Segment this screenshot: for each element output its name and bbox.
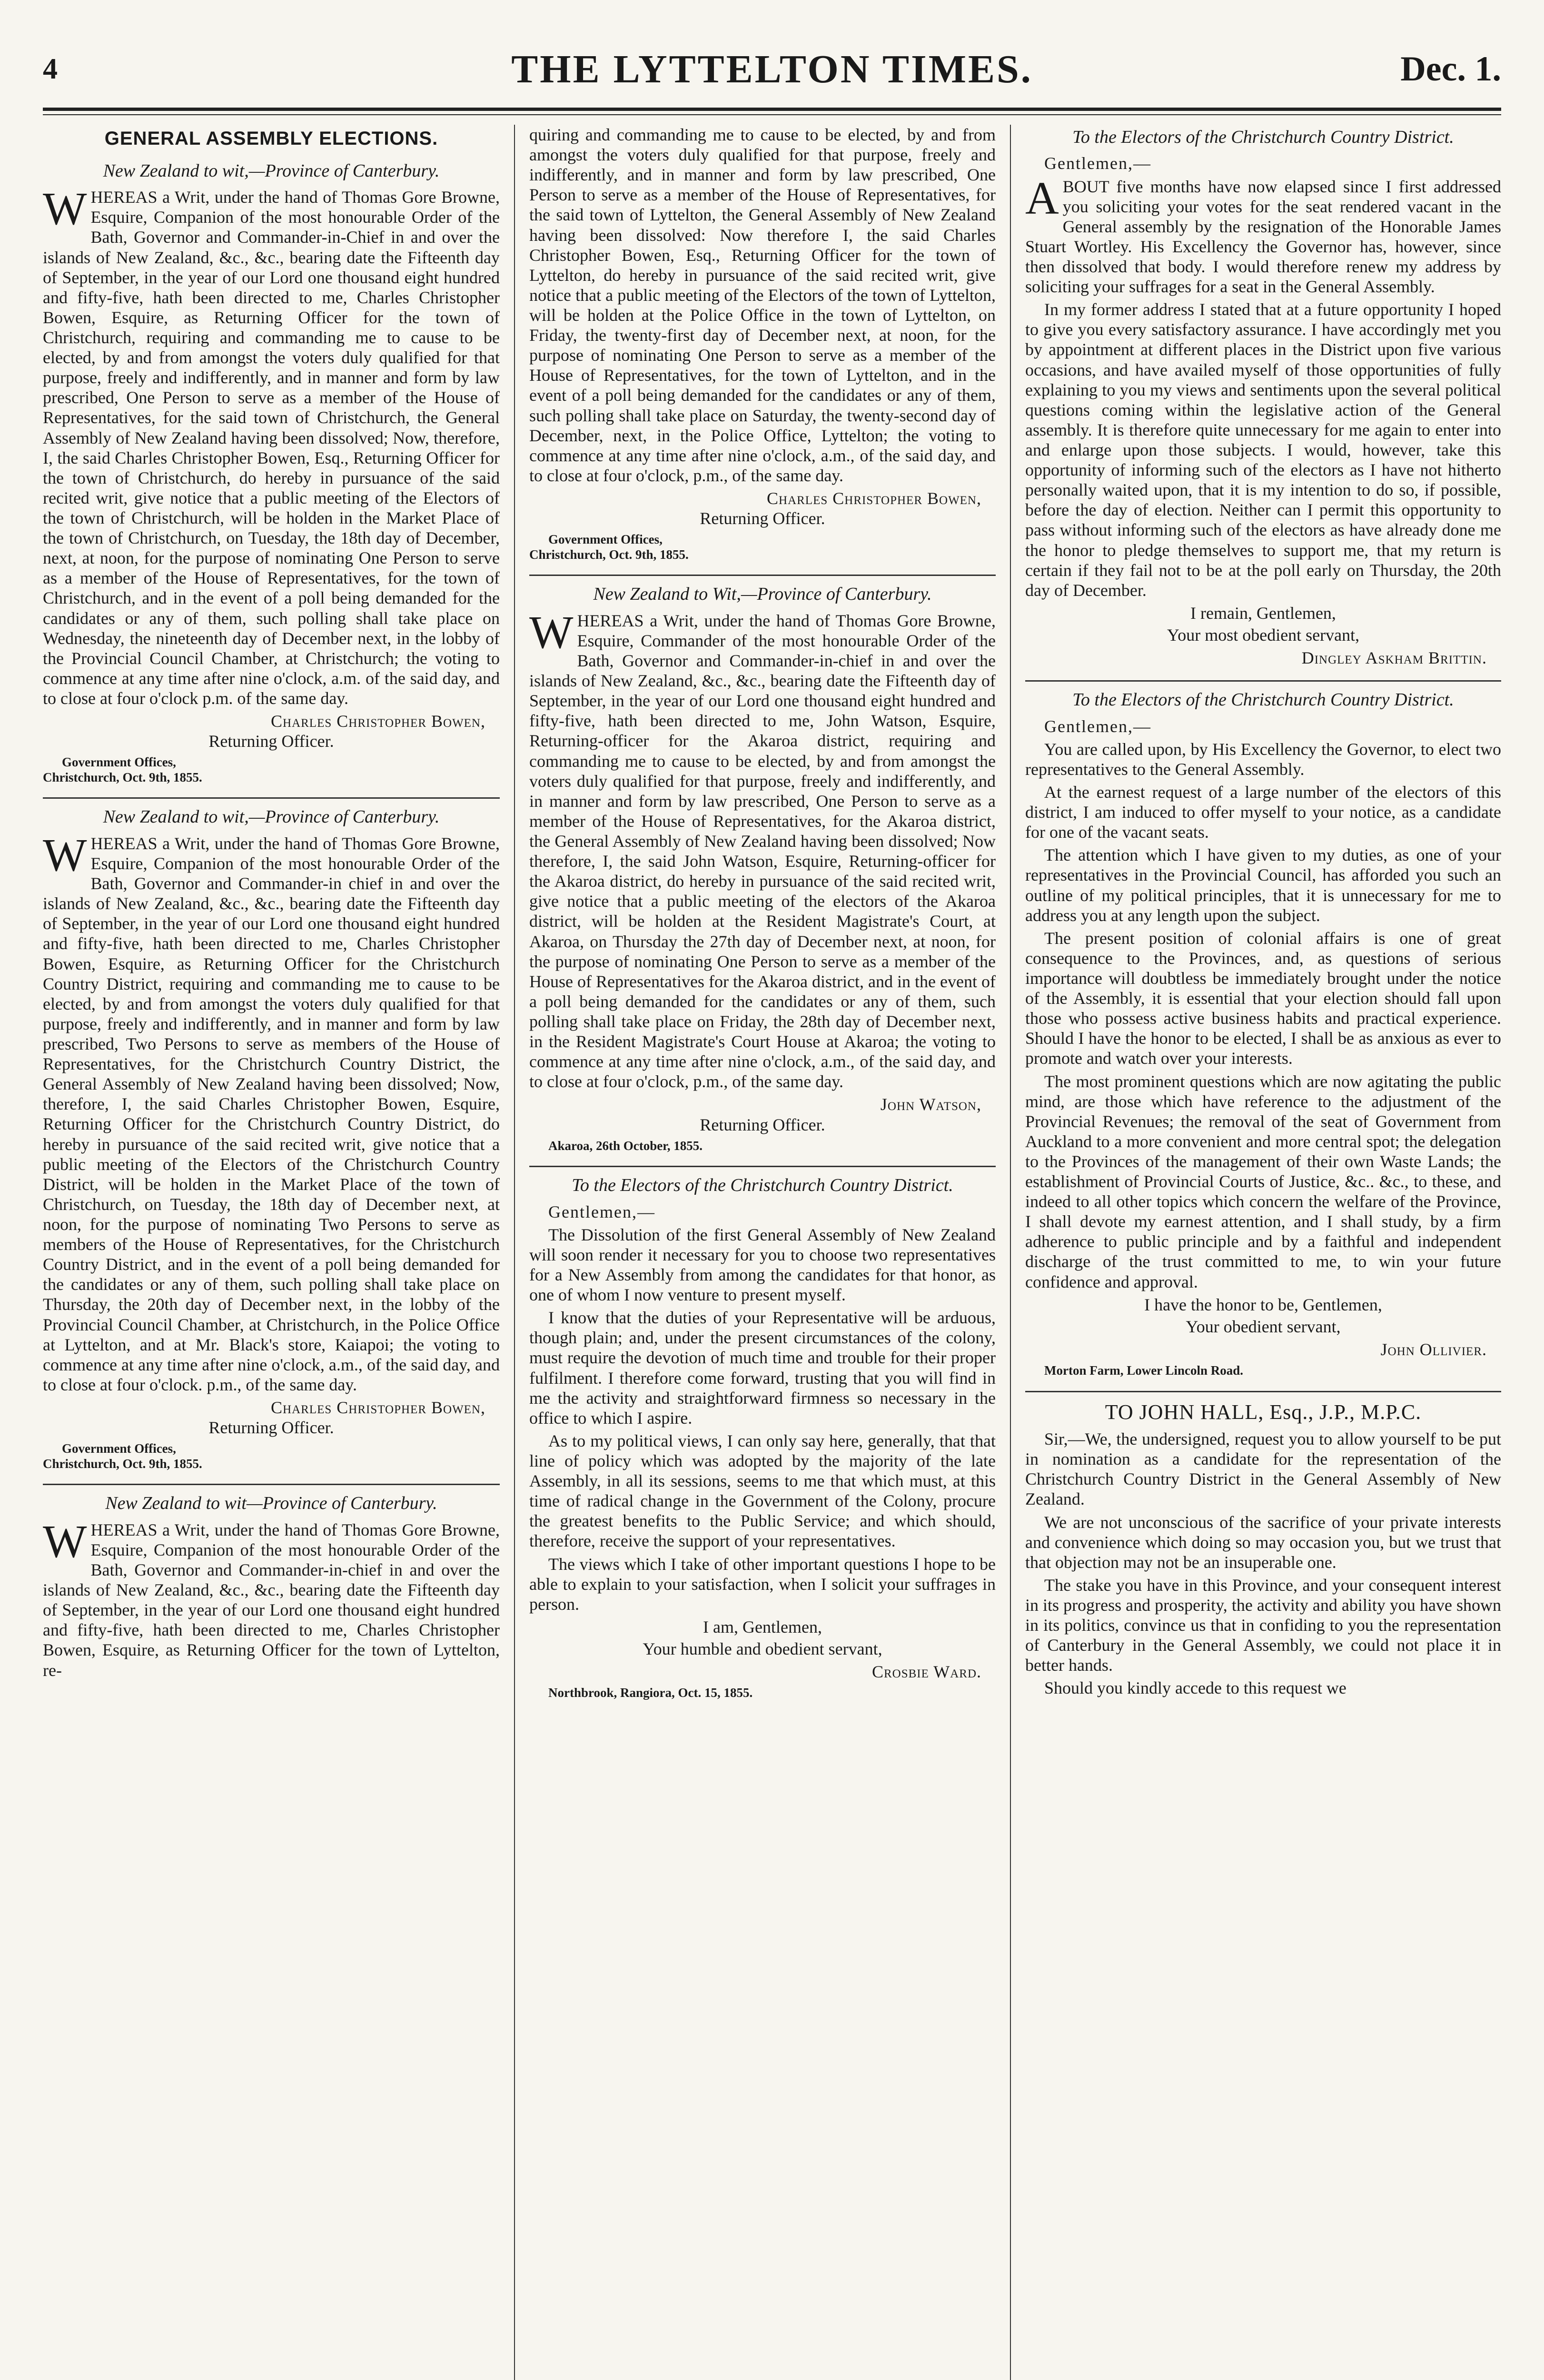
address-brittin	[1025, 127, 1501, 668]
notice-heading: To the Electors of the Christchurch Country District.	[1072, 127, 1454, 147]
column-rule	[514, 125, 515, 2380]
notice-christchurch-country	[43, 806, 500, 1471]
signature: Crosbie Ward.	[871, 1662, 981, 1682]
signature: Charles Christopher Bowen,	[767, 488, 981, 508]
notice-body: WHEREAS a Writ, under the hand of Thomas Gore Browne, Esquire, Companion of the most honourable Order of the Bath, Governor and Commander-in-Chief in and over the islands of New Zealand, &c., &c., bearing date the Fifteenth day of September, in the year of our Lord one thousand eight hundred and fifty-five, hath been directed to me, Charles Christopher Bowen, Esquire, as Returning Officer for the town of Christchurch, requiring and commanding me to cause to be elected, by and from amongst the voters duly qualified for that purpose, freely and indifferently, and in manner and form by law prescribed, One Person to serve as a member of the House of Representatives, for the said town of Christchurch, the General Assembly of New Zealand having been dissolved; Now, therefore, I, the said Charles Christopher Bowen, Esq., Returning Officer for the town of Christchurch, do hereby in pursuance of the said recited writ, give notice that a public meeting of the Electors of the town of Christchurch, will be holden in the Market Place of the town of Christchurch, on Tuesday, the 18th day of December, next, at noon, for the purpose of nominating One Person to serve as a member of the House of Representatives, for the town of Christchurch, and in the event of a poll being demanded for the candidates or any of them, such polling shall take place on Wednesday, the nineteenth day of December next, in the lobby of the Provincial Council Chamber, at Christchurch; the voting to commence at any time after nine o'clock, a.m. of the said day, and to close at four o'clock p.m. of the same day.	[43, 183, 500, 708]
signature-title: Returning Officer.	[700, 1115, 825, 1134]
masthead-rule-thick	[43, 108, 1501, 111]
paragraph: As to my political views, I can only say here, generally, that that line of policy which was adopted by the majority of the late Assembly, in all its sessions, seems to me that which must, at this time of radical change in the Government of the Colony, procure the greatest benefits to the Public Service; and which should, therefore, receive the support of your representatives.	[529, 1431, 996, 1551]
salutation: Gentlemen,—	[1044, 154, 1151, 173]
notice-body: WHEREAS a Writ, under the hand of Thomas Gore Browne, Esquire, Commander of the most honourable Order of the Bath, Governor and Commander-in-chief in and over the islands of New Zealand, &c., &c., bearing date the Fifteenth day of September, in the year of our Lord one thousand eight hundred and fifty-five, hath been directed to me, John Watson, Esquire, Returning-officer for the Akaroa district, requiring and commanding me to cause to be elected, by and from amongst the voters duly qualified for that purpose, freely and indifferently, and in manner and form by law prescribed, One Person to serve as a member of the House of Representatives, for the Akaroa district, the General Assembly of New Zealand having been dissolved; Now therefore, I, the said John Watson, Esquire, Returning-officer for the Akaroa district, do hereby in pursuance of the said recited writ, give notice that a public meeting of the electors of the Akaroa district, will be holden at the Resident Magistrate's Court, at Akaroa, on Thursday the 27th day of December next, at noon, for the purpose of nominating One Person to serve as a member of the House of Representatives for the Akaroa district, and in the event of a poll being demanded for the candidates or any of them, such polling shall take place on Friday, the 28th day of December next, in the Resident Magistrate's Court House at Akaroa; the voting to commence at any time after nine o'clock, a.m., of the said day, and to close at four o'clock, p.m., of the same day.	[529, 606, 996, 1091]
notice-place: Government Offices,	[548, 532, 663, 547]
page-number: 4	[43, 52, 58, 85]
notice-heading: TO JOHN HALL, Esq., J.P., M.P.C.	[1105, 1400, 1422, 1424]
notice-body: WHEREAS a Writ, under the hand of Thomas Gore Browne, Esquire, Companion of the most honourable Order of the Bath, Governor and Commander-in chief in and over the islands of New Zealand, &c., &c., bearing date the Fifteenth day of September, in the year of our Lord one thousand eight hundred and fifty-five, hath been directed to me, Charles Christopher Bowen, Esquire, as Returning Officer for the Christchurch Country District, requiring and commanding me to cause to be elected, by and from amongst the voters duly qualified for that purpose, freely and indifferently, and in manner and form by law prescribed, Two Persons to serve as members of the House of Representatives, for the Christchurch Country District, the General Assembly of New Zealand having been dissolved; Now, therefore, I, the said Charles Christopher Bowen, Esquire, Returning Officer for the Christchurch Country District, do hereby in pursuance of the said recited writ, give notice that a public meeting of the Electors of the Christchurch Country District, will be holden in the Market Place of the town of Christchurch, on Tuesday, the 18th day of December next, at noon, for the purpose of nominating Two Persons to serve as members of the House of Representatives, for the Christchurch Country District, and in the event of a poll being demanded for the candidates or any of them, such polling shall take place on Thursday, the 20th day of December next, in the lobby of the Provincial Council Chamber, at Christchurch, in the Police Office at Lyttelton, and at Mr. Black's store, Kaiapoi; the voting to commence at any time after nine o'clock, a.m., of the said day, and to close at four o'clock. p.m., of the same day.	[43, 829, 500, 1394]
salutation: Gentlemen,—	[548, 1202, 655, 1221]
divider	[529, 575, 996, 576]
closing: Your most obedient servant,	[1167, 625, 1360, 645]
signature-title: Returning Officer.	[208, 732, 334, 751]
closing: Your humble and obedient servant,	[643, 1639, 882, 1658]
column-2	[529, 125, 996, 2380]
notice-heading: New Zealand to wit,—Province of Canterbury.	[103, 807, 440, 827]
closing: Your obedient servant,	[1186, 1317, 1341, 1336]
address-ollivier	[1025, 689, 1501, 1378]
notice-lyttelton	[43, 1493, 500, 1680]
paragraph: We are not unconscious of the sacrifice of your private interests and convenience which doing so may occasion you, but we trust that that objection may not be an insuperable one.	[1025, 1512, 1501, 1572]
paragraph: Should you kindly accede to this request we	[1044, 1678, 1346, 1698]
signature-title: Returning Officer.	[208, 1418, 334, 1438]
divider	[1025, 680, 1501, 682]
section-title: GENERAL ASSEMBLY ELECTIONS.	[104, 128, 438, 149]
notice-date: Akaroa, 26th October, 1855.	[548, 1138, 703, 1153]
closing: I am, Gentlemen,	[703, 1617, 822, 1636]
notice-heading: New Zealand to wit,—Province of Canterbury.	[103, 160, 440, 181]
drop-cap: W	[529, 606, 574, 658]
notice-heading: New Zealand to Wit,—Province of Canterbury.	[593, 584, 932, 605]
column-3	[1025, 125, 1501, 2380]
notice-body: WHEREAS a Writ, under the hand of Thomas Gore Browne, Esquire, Companion of the most honourable Order of the Bath, Governor and Commander-in-chief in and over the islands of New Zealand, &c., &c., bearing date the Fifteenth day of September, in the year of our Lord one thousand eight hundred and fifty-five, hath been directed to me, Charles Christopher Bowen, Esquire, as Returning Officer for the town of Lyttelton, re-	[43, 1516, 500, 1680]
closing: I have the honor to be, Gentlemen,	[1144, 1295, 1382, 1314]
paragraph: The attention which I have given to my duties, as one of your representatives in the Provincial Council, has afforded you such an outline of my political principles, that it is unnecessary for me to address you at any length upon the subject.	[1025, 845, 1501, 925]
signature: John Watson,	[880, 1095, 981, 1114]
signature-title: Returning Officer.	[700, 509, 825, 528]
issue-date: Dec. 1.	[1400, 49, 1501, 89]
notice-place: Morton Farm, Lower Lincoln Road.	[1044, 1363, 1243, 1378]
masthead	[43, 33, 1501, 105]
notice-akaroa	[529, 584, 996, 1153]
paragraph: The most prominent questions which are now agitating the public mind, are those which have reference to the adjustment of the Provincial Revenues; the removal of the seat of Government from Auckland to a more convenient and more central spot; the delegation to the Provinces of the management of their own Waste Lands; the establishment of Provincial Courts of Justice, &c.. &c., to these, and indeed to all other topics which concern the welfare of the Province, I shall devote my earnest attention, and I shall study, by a firm adherence to public principle and by a faithful and independent discharge of the trust committed to me, to win your future confidence and approval.	[1025, 1071, 1501, 1291]
drop-cap: A	[1025, 172, 1059, 224]
drop-cap: W	[43, 183, 87, 235]
paragraph: The views which I take of other important questions I hope to be able to explain to your satisfaction, when I solicit your suffrages in person.	[529, 1554, 996, 1614]
drop-cap: W	[43, 1516, 87, 1567]
notice-date: Christchurch, Oct. 9th, 1855.	[529, 547, 689, 562]
notice-body: quiring and commanding me to cause to be elected, by and from amongst the voters duly qualified for that purpose, freely and indifferently, and in manner and form by law prescribed, One Person to serve as a member of the House of Representatives, for the said town of Lyttelton, the General Assembly of New Zealand having been dissolved: Now therefore I, the said Charles Christopher Bowen, Esq., Returning Officer for the town of Lyttelton, do hereby in pursuance of the said recited writ, give notice that a public meeting of the Electors of the town of Lyttelton, will be holden at the Police Office in the town of Lyttelton, on Friday, the twenty-first day of December next, at noon, for the purpose of nominating One Person to serve as a member of the House of Representatives, for the town of Lyttelton, and in the event of a poll being demanded for the candidates or any of them, such polling shall take place on Saturday, the twenty-second day of December, next, in the Police Office, Lyttelton; the voting to commence at any time after nine o'clock, a.m., of the said day, and to close at four o'clock, p.m., of the same day.	[529, 125, 996, 485]
signature: Charles Christopher Bowen,	[271, 712, 485, 731]
notice-heading: To the Electors of the Christchurch Country District.	[572, 1175, 953, 1196]
paragraph: The present position of colonial affairs is one of great consequence to the Provinces, and, as questions of serious importance will doubtless be immediately brought under the notice of the Assembly, it is essential that your election should fall upon those who possess active business habits and practical experience. Should I have the honor to be elected, I shall be as anxious as ever to promote and watch over your interests.	[1025, 928, 1501, 1068]
notice-lyttelton-continued	[529, 125, 996, 562]
notice-place: Government Offices,	[62, 755, 176, 770]
signature: John Ollivier.	[1380, 1339, 1487, 1359]
column-1	[43, 125, 500, 2380]
closing: I remain, Gentlemen,	[1190, 603, 1336, 623]
paragraph: You are called upon, by His Excellency the Governor, to elect two representatives to the General Assembly.	[1025, 739, 1501, 779]
notice-heading: New Zealand to wit—Province of Canterbury.	[105, 1493, 437, 1514]
paragraph: I know that the duties of your Representative will be arduous, though plain; and, under the present circumstances of the colony, must require the devotion of much time and trouble for their proper fulfilment. I therefore come forward, trusting that you will find in me the activity and straightforward firmness so necessary in the office to which I aspire.	[529, 1308, 996, 1428]
paragraph: The stake you have in this Province, and your consequent interest in its progress and prosperity, the activity and ability you have shown in its politics, convince us that in confiding to you the representation of Canterbury in the General Assembly, we could not place it in better hands.	[1025, 1575, 1501, 1675]
address-crosbie-ward	[529, 1175, 996, 1701]
paragraph: ABOUT five months have now elapsed since I first addressed you soliciting your votes for the seat rendered vacant in the General assembly by the resignation of the Honorable James Stuart Wortley. His Excellency the Governor has, however, since then dissolved that body. I would therefore renew my address by soliciting your suffrages for a seat in the General Assembly.	[1025, 172, 1501, 297]
notice-date: Christchurch, Oct. 9th, 1855.	[43, 1456, 202, 1471]
drop-cap: W	[43, 829, 87, 881]
divider	[43, 1484, 500, 1485]
signature: Charles Christopher Bowen,	[271, 1398, 485, 1417]
salutation: Gentlemen,—	[1044, 716, 1151, 736]
masthead-rule-thin	[43, 114, 1501, 115]
column-rule	[1010, 125, 1011, 2380]
paragraph: The Dissolution of the first General Assembly of New Zealand will soon render it necessary for you to choose two representatives for a New Assembly from among the candidates for that honor, as one of whom I now venture to present myself.	[529, 1225, 996, 1305]
paragraph: Sir,—We, the undersigned, request you to allow yourself to be put in nomination as a candidate for the representation of the Christchurch Country District in the General Assembly of New Zealand.	[1025, 1429, 1501, 1509]
notice-date: Northbrook, Rangiora, Oct. 15, 1855.	[548, 1686, 753, 1700]
paragraph: In my former address I stated that at a future opportunity I hoped to give you every satisfactory assurance. I have accordingly met you by appointment at different places in the District upon five various occasions, and have availed myself of those opportunities of fully explaining to you my views and sentiments upon the several political questions coming within the legislative action of the General assembly. It is therefore quite unnecessary for me again to enter into and enlarge upon those subjects. I would, however, take this opportunity of informing such of the electors as I have not hitherto personally waited upon, that it is my intention to do so, if possible, before the day of election. Neither can I permit this opportunity to pass without informing such of the electors as have already done me the honor to pledge themselves to support me, that my return is certain if they fail not to be at the poll early on Thursday, the 20th day of December.	[1025, 300, 1501, 600]
paragraph: At the earnest request of a large number of the electors of this district, I am induced to offer myself to your notice, as a candidate for one of the vacant seats.	[1025, 782, 1501, 842]
notice-date: Christchurch, Oct. 9th, 1855.	[43, 770, 202, 784]
divider	[1025, 1391, 1501, 1392]
divider	[43, 797, 500, 799]
signature: Dingley Askham Brittin.	[1301, 648, 1487, 668]
notice-christchurch-town	[43, 160, 500, 785]
notice-heading: To the Electors of the Christchurch Country District.	[1072, 690, 1454, 710]
notice-place: Government Offices,	[62, 1441, 176, 1456]
newspaper-title: THE LYTTELTON TIMES.	[511, 47, 1033, 91]
divider	[529, 1166, 996, 1167]
requisition-john-hall	[1025, 1400, 1501, 1698]
